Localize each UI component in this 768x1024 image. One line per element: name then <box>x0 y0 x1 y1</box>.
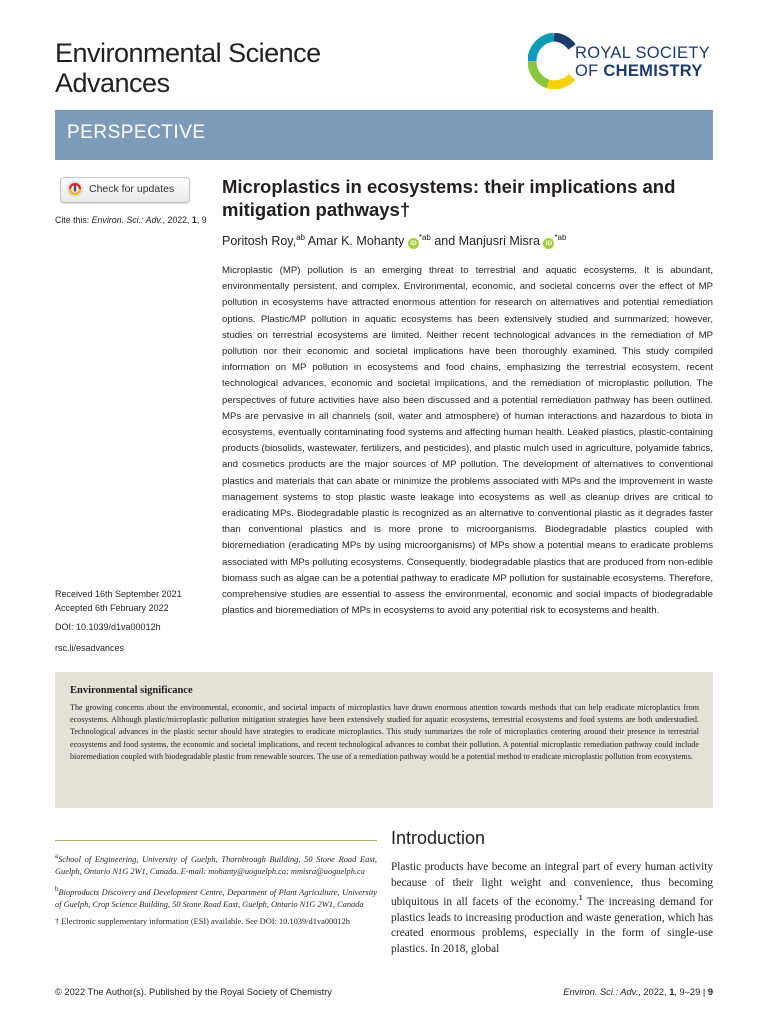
received-dates <box>55 588 182 615</box>
cite-pages: , 9 <box>196 215 207 225</box>
author-mohanty: Amar K. Mohanty <box>305 234 408 249</box>
cite-year: , 2022, <box>162 215 192 225</box>
significance-body: The growing concerns about the environmental, economic, and societal impacts of microplastics have drawn enormous attention towards methods that can help eradicate microplastics from ecosystems. Although plastic/microplastic pollution mitigation strategies have been extensively studied for aquatic ecosystems, terrestrial ecosystems and food systems are both understudied. Technological advances in the plastic sector should have strategies to eradicate microplastics. This study summarizes the role of microplastics centering around their presence in terrestrial ecosystems and food systems, the economic and societal implications, and recent technological advances to combat their pollution. A potential microplastic remediation pathway could include bioremediation coupled with biodegradable plastic from renewable sources. The use of a remediation pathway would be a potential method to eradicate microplastic pollution from ecosystems. <box>70 703 699 761</box>
received-date: Received 16th September 2021 <box>55 589 182 599</box>
introduction-heading: Introduction <box>391 828 486 848</box>
introduction-text-1: Plastic products have become an integral part of every human activity because of their light weight and convenience, thus becoming ubiquitous in all facets of the economy. <box>391 861 713 908</box>
cite-journal: Environ. Sci.: Adv. <box>91 215 163 225</box>
footnote-a <box>55 850 377 879</box>
author-list <box>222 233 566 249</box>
footnote-b-mark: b <box>55 884 59 893</box>
journal-title-line2: Advances <box>55 68 170 98</box>
journal-title-line1: Environmental Science <box>55 38 321 68</box>
rsc-logo-chemistry: CHEMISTRY <box>603 62 703 80</box>
abstract: Microplastic (MP) pollution is an emerging threat to terrestrial and aquatic ecosystems. It is abundant, environmentally persistent, and complex. Environmental, economic, and societal concerns over the effect of MP pollution in ecosystems have attracted enormous attention for research on alternatives and potential remediation options. Plastic/MP pollution in aquatic ecosystems has been extensively studied and summarized; however, studies on terrestrial ecosystems are limited. Neither recent technological advances in the remediation of MP pollution nor their economic and societal implications have been thoroughly examined. This study compiled information on MP pollution in ecosystems and food chains, emphasizing the terrestrial ecosystem, recent technological advances, economic and societal implications, and the remediation of microplastic pollution. The perspectives of future activities have also been discussed and a potential remediation pathway has been outlined. MPs are pervasive in all channels (soil, water and atmosphere) of human interactions and hazardous to biota in ecosystems, eventually contaminating food systems and affecting human health. Leaked plastics, plastic-containing products (biosolids, wastewater, fertilizers, and pesticides), and plastic mulch used in agriculture, polyamide fabrics, and cosmetics products are the major sources of MP pollution. The development of alternatives to conventional plastics and materials that can abate or minimize the problems associated with MPs and the improvement in waste management systems to stop plastic waste leakage into ecosystems as well as cleanup drives are critical to eradicating MPs. Biodegradable plastic is recognized as an alternative to conventional plastic as it degrades faster than conventional plastics and is more prone to microorganisms. Biodegradable plastics coupled with bioremediation (eradicating MPs by using microorganisms) of MPs show a potential means to eradicate problems associated with MPs polluting ecosystems. Consequently, biodegradable plastics that are produced from non-edible biomass such as algae can be a potential pathway to eradicate MP pollution for sustainable ecosystems. Therefore, comprehensive studies are essential to assess the environmental, economic and social impacts of biodegradable plastics and bioremediation of MPs in ecosystems to avoid any potential risk to ecosystems and health. <box>222 265 713 617</box>
footer-journal: Environ. Sci.: Adv. <box>563 987 639 997</box>
orcid-icon[interactable]: iD <box>408 238 419 249</box>
doi[interactable]: DOI: 10.1039/d1va00012h <box>55 622 161 632</box>
accepted-date: Accepted 6th February 2022 <box>55 602 169 613</box>
footnote-a-mark: a <box>55 852 59 860</box>
copyright-footer: © 2022 The Author(s). Published by the Royal Society of Chemistry <box>55 987 332 997</box>
page-footer <box>528 987 713 997</box>
article-title: Microplastics in ecosystems: their implications and mitigation pathways† <box>222 176 676 220</box>
author-misra: and Manjusri Misra <box>430 234 544 249</box>
rsc-logo-icon <box>528 33 576 89</box>
introduction-text-2: The increasing demand for plastics leads to increasing production and waste generation, which has created enormous problems, especially in the form of single-use plastics. In 2018, global <box>391 895 714 955</box>
citation <box>55 215 207 225</box>
author-misra-affil: *ab <box>554 233 567 242</box>
check-for-updates-icon <box>67 181 83 197</box>
significance-heading: Environmental significance <box>70 685 193 696</box>
footer-pages: , 9–29 | <box>674 987 708 997</box>
footer-year: , 2022, <box>638 987 670 997</box>
author-roy-affil: ab <box>296 233 306 242</box>
rsc-logo-line1: ROYAL SOCIETY <box>575 44 711 62</box>
cite-volume: 1 <box>191 215 197 225</box>
cite-prefix: Cite this: <box>55 215 92 225</box>
footnote-b <box>55 883 377 912</box>
article-type-label: PERSPECTIVE <box>67 122 206 143</box>
journal-title <box>55 38 321 98</box>
journal-link[interactable]: rsc.li/esadvances <box>55 643 125 653</box>
footnote-a-text: School of Engineering, University of Guelph, Thornbrough Building, 50 Stone Road East, Guelph, Ontario N1G 2W1, Canada. E-mail: mohanty@uoguelph.ca; mmisra@uoguelph.ca <box>55 854 377 877</box>
rsc-logo-of: OF <box>575 62 599 80</box>
author-mohanty-affil: *ab <box>418 233 431 242</box>
reference-1[interactable]: 1 <box>578 894 583 903</box>
author-roy: Poritosh Roy, <box>222 234 297 249</box>
page-number: 9 <box>707 987 713 997</box>
check-for-updates-label: Check for updates <box>89 183 175 195</box>
rsc-logo-text <box>575 44 710 80</box>
footnote-divider <box>55 840 377 841</box>
footnote-esi[interactable]: † Electronic supplementary information (ESI) available. See DOI: 10.1039/d1va00012h <box>55 916 350 926</box>
footnotes <box>55 850 377 932</box>
footer-volume: 1 <box>669 987 675 997</box>
orcid-icon[interactable]: iD <box>543 238 554 249</box>
footnote-b-text: Bioproducts Discovery and Development Centre, Department of Plant Agriculture, University of Guelph, Crop Science Building, 50 Stone Road East, Guelph, Ontario N1G 2W1, Canada <box>55 887 377 910</box>
introduction-body <box>391 860 713 957</box>
